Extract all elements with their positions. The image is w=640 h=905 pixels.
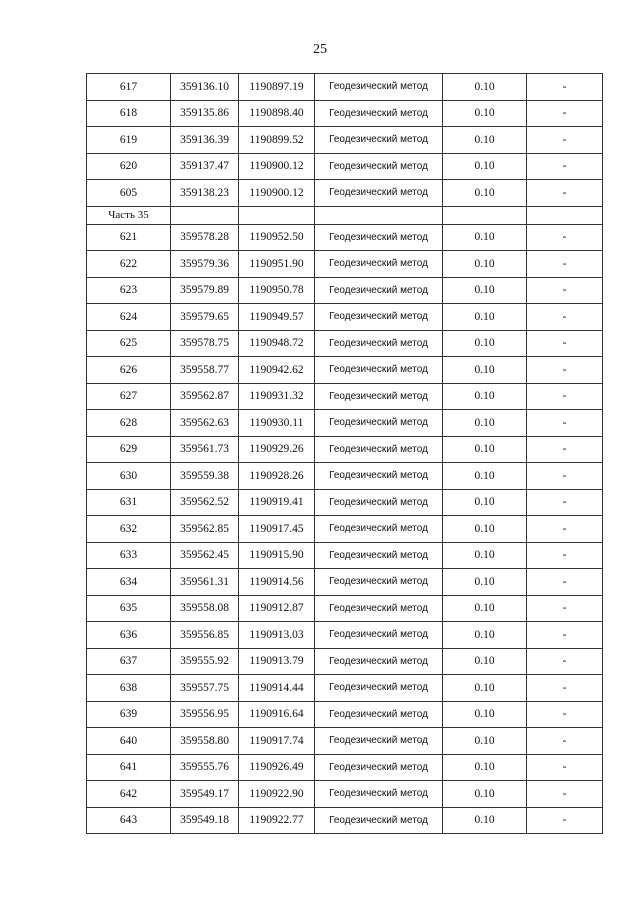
extra-cell: - [527,754,603,781]
section-header [87,206,603,224]
y-coordinate-cell: 1190914.44 [239,675,315,702]
point-number-cell: 643 [87,807,171,834]
table-row [87,728,603,755]
method-cell: Геодезический метод [315,251,443,278]
point-number-cell: 618 [87,100,171,127]
table-row [87,357,603,384]
method-cell: Геодезический метод [315,410,443,437]
y-coordinate-cell: 1190931.32 [239,383,315,410]
y-coordinate-cell: 1190916.64 [239,701,315,728]
table-row [87,807,603,834]
y-coordinate-cell: 1190900.12 [239,153,315,180]
table-row [87,127,603,154]
accuracy-cell: 0.10 [443,622,527,649]
accuracy-cell: 0.10 [443,127,527,154]
y-coordinate-cell: 1190913.79 [239,648,315,675]
method-cell: Геодезический метод [315,74,443,101]
method-cell: Геодезический метод [315,180,443,207]
method-cell: Геодезический метод [315,304,443,331]
method-cell: Геодезический метод [315,383,443,410]
accuracy-cell: 0.10 [443,100,527,127]
point-number-cell: 629 [87,436,171,463]
y-coordinate-cell: 1190950.78 [239,277,315,304]
y-coordinate-cell: 1190917.45 [239,516,315,543]
method-cell: Геодезический метод [315,277,443,304]
table-row [87,781,603,808]
point-number-cell: 639 [87,701,171,728]
point-number-cell: 635 [87,595,171,622]
point-number-cell: 617 [87,74,171,101]
empty-cell [171,206,239,224]
method-cell: Геодезический метод [315,569,443,596]
x-coordinate-cell: 359555.92 [171,648,239,675]
coordinates-table [86,73,603,834]
x-coordinate-cell: 359137.47 [171,153,239,180]
y-coordinate-cell: 1190930.11 [239,410,315,437]
y-coordinate-cell: 1190900.12 [239,180,315,207]
accuracy-cell: 0.10 [443,153,527,180]
method-cell: Геодезический метод [315,754,443,781]
x-coordinate-cell: 359562.63 [171,410,239,437]
x-coordinate-cell: 359558.77 [171,357,239,384]
empty-cell [527,206,603,224]
x-coordinate-cell: 359562.85 [171,516,239,543]
y-coordinate-cell: 1190926.49 [239,754,315,781]
table-row [87,516,603,543]
table-row [87,701,603,728]
extra-cell: - [527,516,603,543]
point-number-cell: 626 [87,357,171,384]
y-coordinate-cell: 1190942.62 [239,357,315,384]
accuracy-cell: 0.10 [443,542,527,569]
table-row [87,153,603,180]
point-number-cell: 622 [87,251,171,278]
table-row [87,463,603,490]
accuracy-cell: 0.10 [443,569,527,596]
accuracy-cell: 0.10 [443,516,527,543]
x-coordinate-cell: 359561.73 [171,436,239,463]
table-row [87,622,603,649]
accuracy-cell: 0.10 [443,807,527,834]
extra-cell: - [527,569,603,596]
point-number-cell: 632 [87,516,171,543]
accuracy-cell: 0.10 [443,277,527,304]
table-row [87,330,603,357]
extra-cell: - [527,701,603,728]
method-cell: Геодезический метод [315,648,443,675]
y-coordinate-cell: 1190928.26 [239,463,315,490]
extra-cell: - [527,330,603,357]
method-cell: Геодезический метод [315,100,443,127]
extra-cell: - [527,251,603,278]
y-coordinate-cell: 1190917.74 [239,728,315,755]
table-row [87,304,603,331]
extra-cell: - [527,595,603,622]
y-coordinate-cell: 1190952.50 [239,224,315,251]
extra-cell: - [527,304,603,331]
x-coordinate-cell: 359561.31 [171,569,239,596]
x-coordinate-cell: 359558.08 [171,595,239,622]
x-coordinate-cell: 359578.28 [171,224,239,251]
x-coordinate-cell: 359557.75 [171,675,239,702]
extra-cell: - [527,180,603,207]
extra-cell: - [527,728,603,755]
accuracy-cell: 0.10 [443,410,527,437]
table-row [87,277,603,304]
extra-cell: - [527,542,603,569]
accuracy-cell: 0.10 [443,251,527,278]
accuracy-cell: 0.10 [443,74,527,101]
point-number-cell: 640 [87,728,171,755]
table-row [87,180,603,207]
extra-cell: - [527,277,603,304]
x-coordinate-cell: 359556.95 [171,701,239,728]
y-coordinate-cell: 1190919.41 [239,489,315,516]
accuracy-cell: 0.10 [443,675,527,702]
empty-cell [315,206,443,224]
accuracy-cell: 0.10 [443,648,527,675]
point-number-cell: 636 [87,622,171,649]
method-cell: Геодезический метод [315,595,443,622]
extra-cell: - [527,648,603,675]
x-coordinate-cell: 359136.39 [171,127,239,154]
accuracy-cell: 0.10 [443,595,527,622]
point-number-cell: 630 [87,463,171,490]
x-coordinate-cell: 359559.38 [171,463,239,490]
point-number-cell: 623 [87,277,171,304]
extra-cell: - [527,153,603,180]
method-cell: Геодезический метод [315,675,443,702]
y-coordinate-cell: 1190949.57 [239,304,315,331]
accuracy-cell: 0.10 [443,781,527,808]
method-cell: Геодезический метод [315,489,443,516]
point-number-cell: 620 [87,153,171,180]
table-row [87,675,603,702]
method-cell: Геодезический метод [315,516,443,543]
point-number-cell: 625 [87,330,171,357]
accuracy-cell: 0.10 [443,383,527,410]
accuracy-cell: 0.10 [443,489,527,516]
point-number-cell: 605 [87,180,171,207]
x-coordinate-cell: 359578.75 [171,330,239,357]
table-row [87,569,603,596]
method-cell: Геодезический метод [315,153,443,180]
extra-cell: - [527,807,603,834]
y-coordinate-cell: 1190897.19 [239,74,315,101]
extra-cell: - [527,100,603,127]
method-cell: Геодезический метод [315,701,443,728]
y-coordinate-cell: 1190951.90 [239,251,315,278]
x-coordinate-cell: 359138.23 [171,180,239,207]
table-row [87,74,603,101]
table-row [87,251,603,278]
point-number-cell: 631 [87,489,171,516]
x-coordinate-cell: 359562.52 [171,489,239,516]
y-coordinate-cell: 1190948.72 [239,330,315,357]
method-cell: Геодезический метод [315,436,443,463]
accuracy-cell: 0.10 [443,330,527,357]
x-coordinate-cell: 359136.10 [171,74,239,101]
x-coordinate-cell: 359562.45 [171,542,239,569]
method-cell: Геодезический метод [315,542,443,569]
extra-cell: - [527,410,603,437]
extra-cell: - [527,781,603,808]
point-number-cell: 637 [87,648,171,675]
table-body-top [87,74,603,207]
extra-cell: - [527,463,603,490]
table-row [87,754,603,781]
point-number-cell: 628 [87,410,171,437]
y-coordinate-cell: 1190898.40 [239,100,315,127]
point-number-cell: 642 [87,781,171,808]
y-coordinate-cell: 1190915.90 [239,542,315,569]
x-coordinate-cell: 359579.89 [171,277,239,304]
point-number-cell: 624 [87,304,171,331]
accuracy-cell: 0.10 [443,304,527,331]
accuracy-cell: 0.10 [443,701,527,728]
method-cell: Геодезический метод [315,357,443,384]
extra-cell: - [527,127,603,154]
x-coordinate-cell: 359549.18 [171,807,239,834]
point-number-cell: 627 [87,383,171,410]
x-coordinate-cell: 359562.87 [171,383,239,410]
section-label: Часть 35 [87,206,171,224]
accuracy-cell: 0.10 [443,224,527,251]
x-coordinate-cell: 359579.65 [171,304,239,331]
x-coordinate-cell: 359558.80 [171,728,239,755]
y-coordinate-cell: 1190922.77 [239,807,315,834]
method-cell: Геодезический метод [315,127,443,154]
x-coordinate-cell: 359135.86 [171,100,239,127]
y-coordinate-cell: 1190914.56 [239,569,315,596]
table-row [87,595,603,622]
accuracy-cell: 0.10 [443,728,527,755]
empty-cell [239,206,315,224]
accuracy-cell: 0.10 [443,180,527,207]
extra-cell: - [527,383,603,410]
x-coordinate-cell: 359556.85 [171,622,239,649]
table-row [87,410,603,437]
table-body-bottom [87,224,603,834]
page-number: 25 [313,42,327,57]
table-row [87,383,603,410]
method-cell: Геодезический метод [315,330,443,357]
method-cell: Геодезический метод [315,807,443,834]
extra-cell: - [527,436,603,463]
extra-cell: - [527,224,603,251]
section-row [87,206,603,224]
extra-cell: - [527,489,603,516]
table-row [87,648,603,675]
y-coordinate-cell: 1190912.87 [239,595,315,622]
method-cell: Геодезический метод [315,224,443,251]
accuracy-cell: 0.10 [443,754,527,781]
accuracy-cell: 0.10 [443,436,527,463]
table-row [87,489,603,516]
empty-cell [443,206,527,224]
table-row [87,100,603,127]
accuracy-cell: 0.10 [443,463,527,490]
y-coordinate-cell: 1190929.26 [239,436,315,463]
extra-cell: - [527,622,603,649]
y-coordinate-cell: 1190899.52 [239,127,315,154]
point-number-cell: 641 [87,754,171,781]
extra-cell: - [527,357,603,384]
x-coordinate-cell: 359555.76 [171,754,239,781]
method-cell: Геодезический метод [315,781,443,808]
point-number-cell: 621 [87,224,171,251]
table-row [87,224,603,251]
table-row [87,436,603,463]
method-cell: Геодезический метод [315,622,443,649]
accuracy-cell: 0.10 [443,357,527,384]
point-number-cell: 634 [87,569,171,596]
point-number-cell: 638 [87,675,171,702]
y-coordinate-cell: 1190922.90 [239,781,315,808]
table-row [87,542,603,569]
y-coordinate-cell: 1190913.03 [239,622,315,649]
extra-cell: - [527,74,603,101]
point-number-cell: 633 [87,542,171,569]
x-coordinate-cell: 359579.36 [171,251,239,278]
extra-cell: - [527,675,603,702]
x-coordinate-cell: 359549.17 [171,781,239,808]
point-number-cell: 619 [87,127,171,154]
method-cell: Геодезический метод [315,463,443,490]
method-cell: Геодезический метод [315,728,443,755]
